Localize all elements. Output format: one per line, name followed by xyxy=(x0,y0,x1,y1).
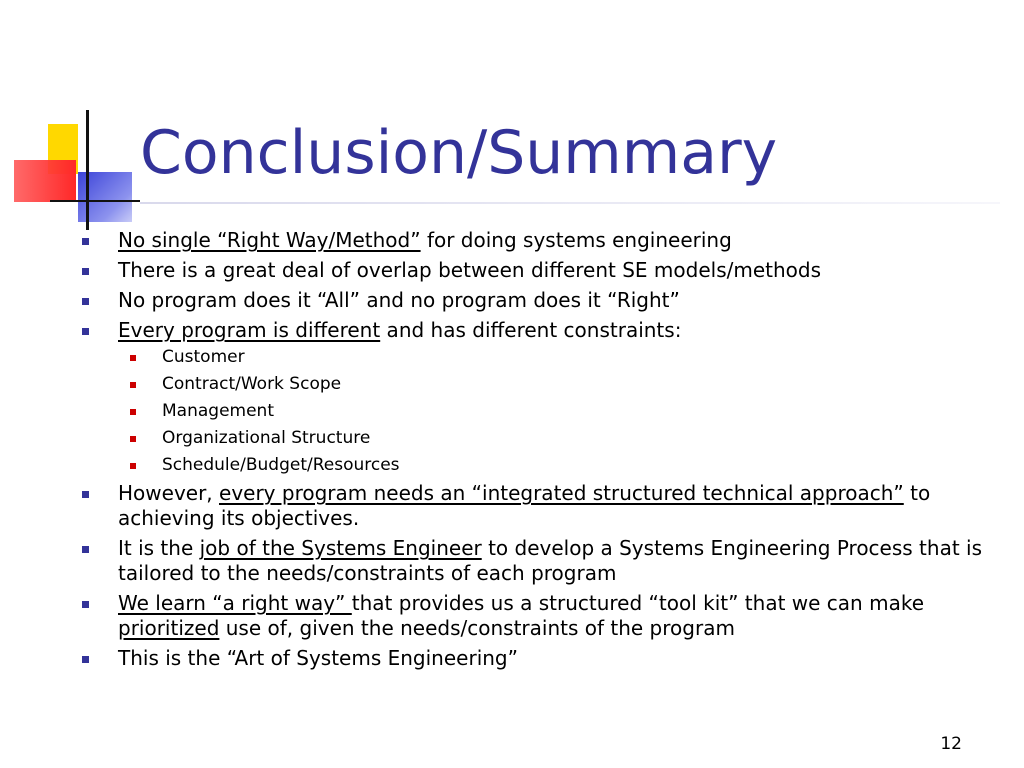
sub-item-text: Contract/Work Scope xyxy=(162,374,342,394)
sub-item-text: Organizational Structure xyxy=(162,428,371,448)
list-item xyxy=(80,288,1000,313)
list-item xyxy=(80,536,1000,586)
square-bullet-icon xyxy=(82,328,89,335)
square-bullet-icon xyxy=(82,656,89,663)
red-square-bullet-icon xyxy=(130,463,136,469)
item-text: that provides us a structured “tool kit” that we can make xyxy=(351,591,924,615)
sub-bullet-list xyxy=(118,346,1000,476)
red-square-bullet-icon xyxy=(130,382,136,388)
sub-list-item xyxy=(118,373,1000,395)
underlined-text: Every program is different xyxy=(118,318,381,342)
square-bullet-icon xyxy=(82,601,89,608)
list-item xyxy=(80,591,1000,641)
slide-title: Conclusion/Summary xyxy=(140,118,778,188)
red-square-bullet-icon xyxy=(130,409,136,415)
item-text: It is the xyxy=(118,536,200,560)
list-item xyxy=(80,646,1000,671)
logo-horizontal-line xyxy=(50,200,140,202)
list-item xyxy=(80,481,1000,531)
square-bullet-icon xyxy=(82,298,89,305)
logo-vertical-line xyxy=(86,110,89,230)
item-text: to achieving its objectives. xyxy=(118,481,931,530)
decorative-logo xyxy=(0,100,140,230)
red-square-bullet-icon xyxy=(130,436,136,442)
item-text: There is a great deal of overlap between different SE models/methods xyxy=(118,258,822,282)
title-divider xyxy=(140,202,1000,204)
sub-list-item xyxy=(118,454,1000,476)
item-text: However, xyxy=(118,481,220,505)
square-bullet-icon xyxy=(82,238,89,245)
underlined-text: job of the Systems Engineer xyxy=(199,536,482,560)
item-text: This is the “Art of Systems Engineering” xyxy=(118,646,518,670)
logo-red-square xyxy=(14,160,76,202)
underlined-text: prioritized xyxy=(118,616,220,640)
square-bullet-icon xyxy=(82,268,89,275)
sub-item-text: Customer xyxy=(162,347,245,367)
item-text: use of, given the needs/constraints of the program xyxy=(219,616,735,640)
bullet-list xyxy=(80,228,1000,676)
sub-list-item xyxy=(118,427,1000,449)
list-item xyxy=(80,258,1000,283)
sub-item-text: Schedule/Budget/Resources xyxy=(162,455,400,475)
item-text: for doing systems engineering xyxy=(420,228,732,252)
sub-list-item xyxy=(118,346,1000,368)
item-text: and has different constraints: xyxy=(380,318,682,342)
item-text: No program does it “All” and no program does it “Right” xyxy=(118,288,680,312)
underlined-text: No single “Right Way/Method” xyxy=(118,228,421,252)
list-item xyxy=(80,318,1000,476)
underlined-text: every program needs an “integrated structured technical approach” xyxy=(219,481,904,505)
list-item xyxy=(80,228,1000,253)
page-number: 12 xyxy=(940,734,962,754)
red-square-bullet-icon xyxy=(130,355,136,361)
square-bullet-icon xyxy=(82,546,89,553)
item-text: to develop a Systems Engineering Process that is tailored to the needs/constraints of each program xyxy=(118,536,983,585)
underlined-text: We learn “a right way” xyxy=(118,591,352,615)
sub-list-item xyxy=(118,400,1000,422)
square-bullet-icon xyxy=(82,491,89,498)
sub-item-text: Management xyxy=(162,401,274,421)
